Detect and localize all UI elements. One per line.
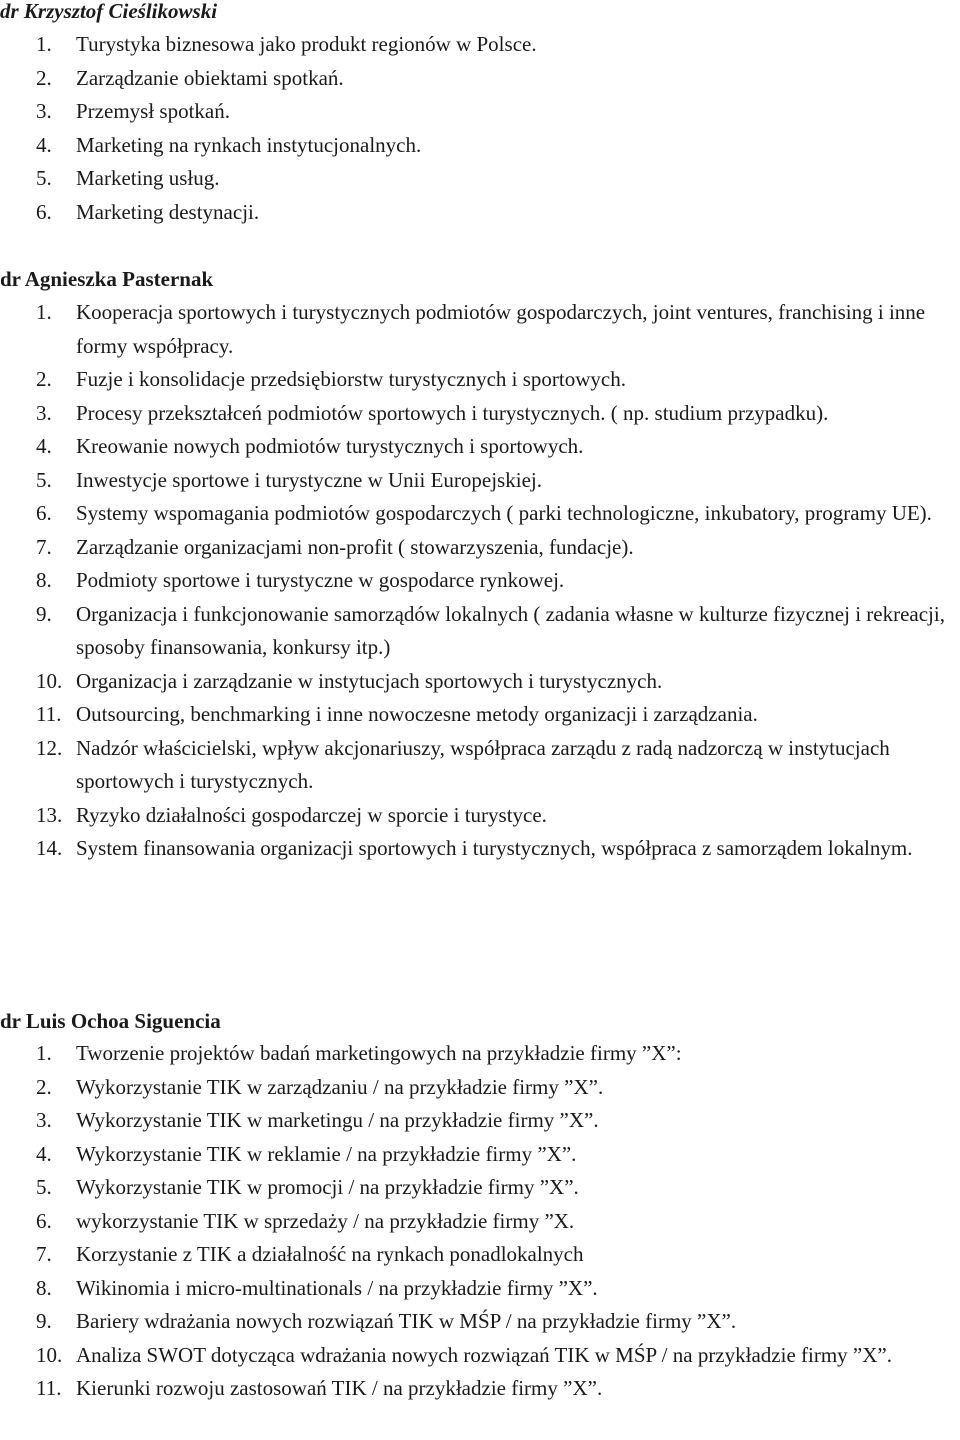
item-number: 3.: [36, 99, 52, 123]
list-item: [0, 95, 960, 129]
topic-list: [0, 1037, 960, 1406]
list-item: [0, 698, 960, 732]
item-text: Korzystanie z TIK a działalność na rynkach ponadlokalnych: [76, 1242, 584, 1266]
item-number: 10.: [36, 668, 63, 693]
item-number: 11.: [36, 702, 62, 726]
list-item: [0, 1272, 960, 1306]
list-item: [0, 129, 960, 163]
item-number: 10.: [36, 1342, 63, 1367]
list-item: [0, 732, 960, 799]
list-item: [0, 1171, 960, 1205]
item-text: Wikinomia i micro-multinationals / na przykładzie firmy ”X”.: [76, 1275, 598, 1300]
list-item: [0, 531, 960, 565]
item-text: Ryzyko działalności gospodarczej w sporcie i turystyce.: [76, 802, 547, 827]
item-text: Analiza SWOT dotycząca wdrażania nowych rozwiązań TIK w MŚP / na przykładzie firmy ”X”.: [76, 1342, 892, 1367]
list-item: [0, 497, 960, 531]
list-item: [0, 28, 960, 62]
list-item: [0, 598, 960, 665]
list-item: [0, 832, 960, 866]
list-item: [0, 397, 960, 431]
item-text: Wykorzystanie TIK w promocji / na przykładzie firmy ”X”.: [76, 1175, 579, 1199]
item-text: Turystyka biznesowa jako produkt regionów w Polsce.: [76, 32, 537, 56]
item-text: Przemysł spotkań.: [76, 99, 230, 123]
item-text: Kierunki rozwoju zastosowań TIK / na przykładzie firmy ”X”.: [76, 1376, 603, 1400]
item-number: 2.: [36, 367, 52, 391]
item-text: Procesy przekształceń podmiotów sportowych i turystycznych. ( np. studium przypadku).: [76, 400, 829, 425]
item-number: 9.: [36, 1309, 52, 1333]
list-item: [0, 430, 960, 464]
item-number: 1.: [36, 32, 52, 56]
author-heading: dr Agnieszka Pasternak: [0, 267, 214, 291]
item-number: 7.: [36, 1242, 52, 1266]
item-number: 4.: [36, 132, 52, 157]
topic-list: [0, 296, 960, 866]
item-number: 8.: [36, 1275, 52, 1300]
item-text: Kooperacja sportowych i turystycznych podmiotów gospodarczych, joint ventures, franchising i inne formy współpracy.: [76, 300, 926, 358]
item-text: Kreowanie nowych podmiotów turystycznych i sportowych.: [76, 434, 584, 458]
item-text: Marketing usług.: [76, 166, 220, 190]
list-item: [0, 799, 960, 833]
item-text: Organizacja i zarządzanie w instytucjach sportowych i turystycznych.: [76, 668, 663, 693]
item-text: Wykorzystanie TIK w marketingu / na przykładzie firmy ”X”.: [76, 1108, 599, 1132]
item-number: 5.: [36, 467, 52, 492]
item-text: Podmioty sportowe i turystyczne w gospodarce rynkowej.: [76, 568, 565, 592]
item-number: 3.: [36, 1108, 52, 1132]
item-number: 9.: [36, 601, 52, 626]
item-text: Wykorzystanie TIK w reklamie / na przykładzie firmy ”X”.: [76, 1141, 577, 1166]
item-number: 11.: [36, 1376, 62, 1400]
item-number: 12.: [36, 735, 63, 760]
item-number: 8.: [36, 568, 52, 592]
list-item: [0, 162, 960, 196]
list-item: [0, 196, 960, 230]
list-item: [0, 1305, 960, 1339]
item-text: Tworzenie projektów badań marketingowych na przykładzie firmy ”X”:: [76, 1041, 682, 1065]
list-item: [0, 665, 960, 699]
item-text: Zarządzanie obiektami spotkań.: [76, 65, 344, 90]
item-number: 3.: [36, 400, 52, 425]
list-item: [0, 363, 960, 397]
list-item: [0, 1372, 960, 1406]
item-number: 2.: [36, 1074, 52, 1099]
item-text: System finansowania organizacji sportowych i turystycznych, współpraca z samorządem lokalnym.: [76, 836, 913, 860]
list-item: [0, 1104, 960, 1138]
item-text: Marketing destynacji.: [76, 199, 260, 224]
item-number: 1.: [36, 300, 52, 324]
author-heading: dr Luis Ochoa Siguencia: [0, 1009, 221, 1033]
item-text: Bariery wdrażania nowych rozwiązań TIK w MŚP / na przykładzie firmy ”X”.: [76, 1309, 737, 1333]
item-number: 2.: [36, 65, 52, 90]
list-item: [0, 1339, 960, 1373]
list-item: [0, 464, 960, 498]
item-number: 5.: [36, 1175, 52, 1199]
item-text: wykorzystanie TIK w sprzedaży / na przykładzie firmy ”X.: [76, 1208, 575, 1233]
item-text: Systemy wspomagania podmiotów gospodarczych ( parki technologiczne, inkubatory, programy UE).: [76, 501, 932, 525]
item-number: 5.: [36, 166, 52, 190]
item-number: 6.: [36, 501, 52, 525]
item-text: Wykorzystanie TIK w zarządzaniu / na przykładzie firmy ”X”.: [76, 1074, 604, 1099]
topic-list: [0, 28, 960, 229]
item-number: 4.: [36, 1141, 52, 1166]
item-text: Inwestycje sportowe i turystyczne w Unii Europejskiej.: [76, 467, 542, 492]
item-text: Fuzje i konsolidacje przedsiębiorstw turystycznych i sportowych.: [76, 367, 626, 391]
list-item: [0, 1205, 960, 1239]
item-number: 13.: [36, 802, 63, 827]
list-item: [0, 1071, 960, 1105]
list-item: [0, 62, 960, 96]
item-number: 6.: [36, 1208, 52, 1233]
item-number: 1.: [36, 1041, 52, 1065]
item-number: 7.: [36, 534, 52, 559]
list-item: [0, 564, 960, 598]
list-item: [0, 296, 960, 363]
item-text: Outsourcing, benchmarking i inne nowoczesne metody organizacji i zarządzania.: [76, 702, 758, 726]
item-number: 14.: [36, 836, 63, 860]
item-text: Nadzór właścicielski, wpływ akcjonariuszy, współpraca zarządu z radą nadzorczą w instytucjach sportowych i turystycznych.: [76, 735, 890, 793]
item-number: 4.: [36, 434, 52, 458]
list-item: [0, 1138, 960, 1172]
item-text: Zarządzanie organizacjami non-profit ( stowarzyszenia, fundacje).: [76, 534, 634, 559]
item-text: Marketing na rynkach instytucjonalnych.: [76, 132, 422, 157]
author-heading: dr Krzysztof Cieślikowski: [0, 0, 218, 23]
item-text: Organizacja i funkcjonowanie samorządów lokalnych ( zadania własne w kulturze fizycznej i rekreacji, sposoby finansowania, konkursy itp.): [76, 601, 945, 659]
list-item: [0, 1037, 960, 1071]
item-number: 6.: [36, 199, 52, 224]
list-item: [0, 1238, 960, 1272]
